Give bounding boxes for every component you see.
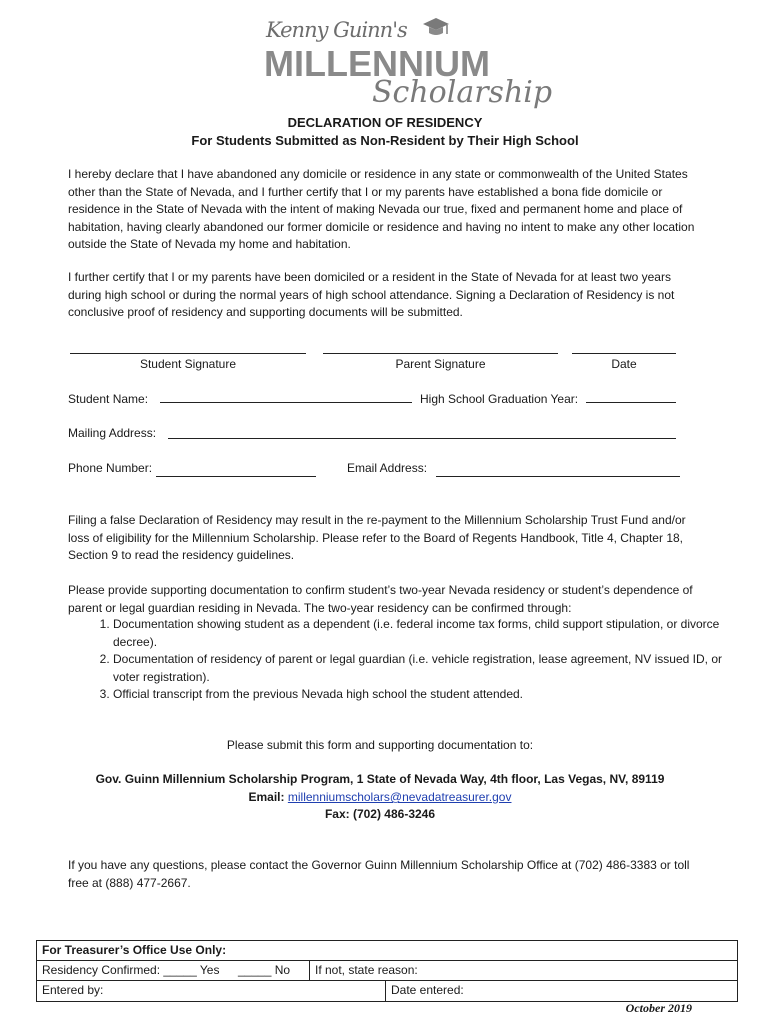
graduation-year-label: High School Graduation Year: xyxy=(420,392,579,406)
submission-email-line xyxy=(0,790,760,804)
document-title: DECLARATION OF RESIDENCY xyxy=(287,115,483,130)
documentation-list xyxy=(68,616,743,704)
date-label: Date xyxy=(611,357,637,371)
residency-no-label[interactable]: _____ No xyxy=(238,963,291,977)
parent-signature-line[interactable] xyxy=(323,353,558,354)
declaration-paragraph-2: I further certify that I or my parents have been domiciled or a resident in the State of Nevada for at least two years during high school or during the normal years of high school attendance. Signing a Declaration of Residency is not conclusive proof of residency and supporting documents will be submitted. xyxy=(68,270,675,319)
declaration-paragraph-1: I hereby declare that I have abandoned any domicile or residence in any state or commonwealth of the United States other than the State of Nevada, and I further certify that I or my parents have established a bona fide domicile or residence in the State of Nevada with the intent of making Nevada our true, fixed and permanent home and place of habitation, having clearly abandoned our former domicile or residence and having no intent to make any other location outside the State of Nevada my home and habitation. xyxy=(68,167,695,251)
submission-address: Gov. Guinn Millennium Scholarship Program, 1 State of Nevada Way, 4th floor, Las Vegas, NV, 89119 xyxy=(95,772,665,786)
submission-fax: Fax: (702) 486-3246 xyxy=(324,807,436,821)
list-item: 1. Documentation showing student as a dependent (i.e. federal income tax forms, child support stipulation, or divorce decree). xyxy=(113,616,743,651)
mailing-address-label: Mailing Address: xyxy=(68,426,157,440)
entered-by-row xyxy=(37,981,737,1001)
graduation-year-field[interactable] xyxy=(586,402,676,403)
state-reason-field[interactable]: If not, state reason: xyxy=(309,961,737,980)
student-name-field[interactable] xyxy=(160,402,412,403)
treasurer-heading-row xyxy=(37,941,737,961)
phone-number-label: Phone Number: xyxy=(68,461,153,475)
treasurer-heading: For Treasurer’s Office Use Only: xyxy=(42,943,227,957)
revision-date: October 2019 xyxy=(625,1001,692,1015)
parent-signature-label: Parent Signature xyxy=(395,357,486,371)
graduation-cap-icon xyxy=(422,16,450,45)
email-address-label: Email Address: xyxy=(347,461,428,475)
entered-by-field[interactable]: Entered by: xyxy=(42,983,104,997)
logo-wordmark: MILLENNIUM xyxy=(264,43,490,84)
date-line[interactable] xyxy=(572,353,676,354)
date-entered-field[interactable]: Date entered: xyxy=(385,981,737,1001)
supporting-documentation-intro: Please provide supporting documentation to confirm student’s two-year Nevada residency or student’s dependence of parent or legal guardian residing in Nevada. The two-year residency can be confirmed through: xyxy=(68,583,693,615)
student-signature-line[interactable] xyxy=(70,353,306,354)
false-declaration-notice: Filing a false Declaration of Residency may result in the re-payment to the Millennium Scholarship Trust Fund and/or loss of eligibility for the Millennium Scholarship. Please refer to the Board of Regents Handbook, Title 4, Chapter 18, Section 9 to read the residency guidelines. xyxy=(68,513,686,562)
logo-script: Scholarship xyxy=(372,75,553,110)
treasurer-office-box xyxy=(36,940,738,1002)
email-link[interactable]: millenniumscholars@nevadatreasurer.gov xyxy=(287,790,512,804)
student-name-label: Student Name: xyxy=(68,392,149,406)
list-item: 3. Official transcript from the previous Nevada high school the student attended. xyxy=(113,686,743,704)
email-label: Email: xyxy=(248,790,285,804)
mailing-address-field[interactable] xyxy=(168,438,676,439)
residency-confirmed-row xyxy=(37,961,737,981)
residency-confirmed-label[interactable]: Residency Confirmed: _____ Yes xyxy=(42,963,220,977)
email-address-field[interactable] xyxy=(436,476,680,477)
student-signature-label: Student Signature xyxy=(139,357,237,371)
phone-number-field[interactable] xyxy=(156,476,316,477)
contact-paragraph: If you have any questions, please contact the Governor Guinn Millennium Scholarship Office at (702) 486-3383 or toll free at (888) 477-2667. xyxy=(68,858,690,890)
document-subtitle: For Students Submitted as Non-Resident by Their High School xyxy=(191,133,579,148)
submission-intro: Please submit this form and supporting documentation to: xyxy=(226,738,534,752)
list-item: 2. Documentation of residency of parent or legal guardian (i.e. vehicle registration, lease agreement, NV issued ID, or voter registration). xyxy=(113,651,743,686)
logo-signature: Kenny Guinn's xyxy=(266,18,407,42)
millennium-scholarship-logo xyxy=(262,16,553,110)
